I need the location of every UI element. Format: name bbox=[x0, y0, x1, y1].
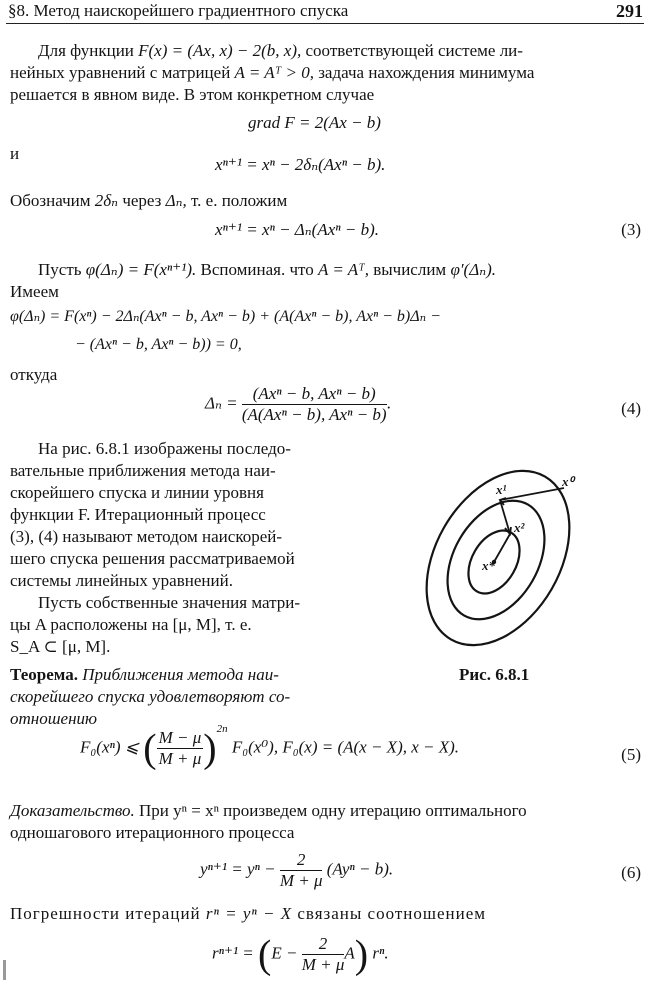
para3-line: системы линейных уравнений. bbox=[10, 571, 233, 590]
theorem-heading: Теорема. bbox=[10, 665, 78, 684]
formula-lhs: yⁿ⁺¹ = yⁿ − bbox=[200, 859, 276, 879]
numerator: 2 bbox=[302, 934, 345, 955]
formula: φ′(Δₙ). bbox=[450, 260, 497, 279]
formula-lhs: F₀(xⁿ) ⩽ bbox=[80, 737, 140, 757]
label-xstar: x* bbox=[482, 558, 495, 573]
label-x2: x² bbox=[514, 520, 525, 535]
text: вычислим bbox=[368, 260, 451, 279]
running-header-title: §8. Метод наискорейшего градиентного спуска bbox=[8, 1, 349, 20]
formula-lhs: rⁿ⁺¹ = bbox=[212, 943, 254, 963]
para2-line2: Имеем bbox=[10, 282, 59, 301]
equation-phi-line2 bbox=[75, 334, 242, 356]
text: Обозначим bbox=[10, 191, 95, 210]
fraction bbox=[280, 850, 323, 891]
proof-line1 bbox=[10, 800, 527, 822]
theorem-line1 bbox=[10, 664, 279, 686]
equation-number-3: (3) bbox=[621, 220, 641, 239]
formula: − (Axⁿ − b, Axⁿ − b)) = 0, bbox=[75, 336, 242, 353]
text: Приближения метода наи- bbox=[77, 665, 279, 684]
word-whence: откуда bbox=[10, 365, 58, 384]
fraction bbox=[157, 728, 204, 769]
fraction bbox=[302, 934, 345, 975]
proof-heading: Доказательство. bbox=[10, 801, 135, 820]
formula: rⁿ = yⁿ − X bbox=[205, 904, 293, 923]
para3-line: На рис. 6.8.1 изображены последо- bbox=[38, 439, 291, 458]
equation-number-6: (6) bbox=[621, 863, 641, 882]
para3-line: вательные приближения метода наи- bbox=[10, 461, 276, 480]
proof-line2: одношагового итерационного процесса bbox=[10, 823, 295, 842]
text: нейных уравнений с матрицей bbox=[10, 63, 235, 82]
formula: φ(Δₙ) = F(xⁿ) − 2Δₙ(Axⁿ − b, Axⁿ − b) + (A(Axⁿ − b), Axⁿ − b)Δₙ − bbox=[10, 308, 441, 325]
denominator: (A(Axⁿ − b), Axⁿ − b) bbox=[241, 405, 387, 424]
para1-line2 bbox=[10, 62, 534, 84]
page-number: 291 bbox=[616, 1, 643, 21]
exponent: 2n bbox=[216, 722, 228, 735]
para1-line3: решается в явном виде. В этом конкретном случае bbox=[10, 85, 375, 104]
step-line-3 bbox=[494, 534, 510, 562]
para3-line: функции F. Итерационный процесс bbox=[10, 505, 266, 524]
formula-part: E − bbox=[271, 943, 298, 963]
theorem-line3 bbox=[10, 708, 97, 730]
formula-F: F(x) = (Ax, x) − 2(b, x), bbox=[138, 41, 302, 60]
equation-number-4: (4) bbox=[621, 399, 641, 418]
para3 bbox=[10, 438, 345, 658]
figure-caption: Рис. 6.8.1 bbox=[459, 665, 530, 684]
text: Вспоминая. что bbox=[196, 260, 318, 279]
equation-5 bbox=[80, 722, 460, 771]
para3-line: шего спуска решения рассматриваемой bbox=[10, 549, 295, 568]
text: При yⁿ = xⁿ произведем одну итерацию оптимального bbox=[134, 801, 527, 820]
step-line-1 bbox=[500, 488, 564, 500]
label-x0: x⁰ bbox=[562, 474, 574, 489]
theorem-line2 bbox=[10, 686, 290, 708]
formula: φ(Δₙ) = F(xⁿ⁺¹). bbox=[85, 260, 197, 279]
errors-line bbox=[10, 903, 486, 925]
scan-margin-mark bbox=[3, 960, 6, 980]
formula-rhs: (Ayⁿ − b). bbox=[326, 859, 394, 879]
formula: 2δₙ bbox=[94, 191, 119, 210]
para4-line: цы A расположены на [μ, M], т. е. bbox=[10, 615, 252, 634]
numerator: (Axⁿ − b, Axⁿ − b) bbox=[242, 384, 387, 405]
text: Погрешности итераций bbox=[10, 904, 206, 923]
paren-right: ) bbox=[354, 931, 369, 977]
para2-line1 bbox=[38, 259, 496, 281]
equation-r bbox=[212, 931, 389, 977]
text: Для функции bbox=[38, 41, 139, 60]
denominator: M + μ bbox=[279, 871, 323, 890]
paren-right: ) bbox=[203, 725, 217, 771]
para1-line1 bbox=[38, 40, 523, 62]
numerator: 2 bbox=[280, 850, 323, 871]
equation-6 bbox=[200, 850, 393, 891]
formula: grad F = 2(Ax − b) bbox=[248, 113, 381, 132]
period: . bbox=[386, 393, 391, 413]
denote-line bbox=[10, 190, 287, 212]
formula-part: A bbox=[344, 943, 355, 963]
text: т. е. положим bbox=[186, 191, 288, 210]
paren-left: ( bbox=[143, 725, 157, 771]
label-x1: x¹ bbox=[496, 482, 507, 497]
equation-3 bbox=[215, 219, 379, 241]
figure-level-curves bbox=[412, 458, 602, 658]
formula-lhs: Δₙ = bbox=[205, 393, 238, 413]
equation-4 bbox=[205, 384, 391, 425]
header-rule bbox=[6, 23, 644, 24]
text: Пусть bbox=[38, 260, 86, 279]
text: задача нахождения минимума bbox=[313, 63, 535, 82]
text: соответствующей системе ли- bbox=[301, 41, 523, 60]
equation-phi-line1 bbox=[10, 306, 441, 328]
fraction bbox=[242, 384, 387, 425]
formula-rhs: F₀(x⁰), F₀(x) = (A(x − X), x − X). bbox=[231, 737, 460, 757]
denominator: M + μ bbox=[158, 749, 202, 768]
para4-line: Пусть собственные значения матри- bbox=[38, 593, 300, 612]
word-and: и bbox=[10, 144, 20, 163]
text: связаны соотношением bbox=[292, 904, 487, 923]
denominator: M + μ bbox=[301, 955, 345, 974]
numerator: M − μ bbox=[158, 728, 202, 747]
text: скорейшего спуска удовлетворяют со- bbox=[10, 687, 291, 706]
equation-grad bbox=[248, 112, 381, 134]
formula-rhs: rⁿ. bbox=[372, 943, 389, 963]
text: отношению bbox=[10, 709, 98, 728]
para3-line: (3), (4) называют методом наискорей- bbox=[10, 527, 283, 546]
para3-line: скорейшего спуска и линии уровня bbox=[10, 483, 264, 502]
formula: A = Aᵀ, bbox=[318, 260, 369, 279]
formula: Δₙ, bbox=[165, 191, 187, 210]
paren-left: ( bbox=[258, 931, 272, 977]
formula: xⁿ⁺¹ = xⁿ − 2δₙ(Axⁿ − b). bbox=[215, 155, 386, 174]
para4-line: S_A ⊂ [μ, M]. bbox=[10, 637, 111, 656]
formula: xⁿ⁺¹ = xⁿ − Δₙ(Axⁿ − b). bbox=[215, 220, 380, 239]
equation-iter1 bbox=[215, 154, 385, 176]
text: через bbox=[118, 191, 166, 210]
formula-A: A = Aᵀ > 0, bbox=[234, 63, 314, 82]
equation-number-5: (5) bbox=[621, 745, 641, 764]
